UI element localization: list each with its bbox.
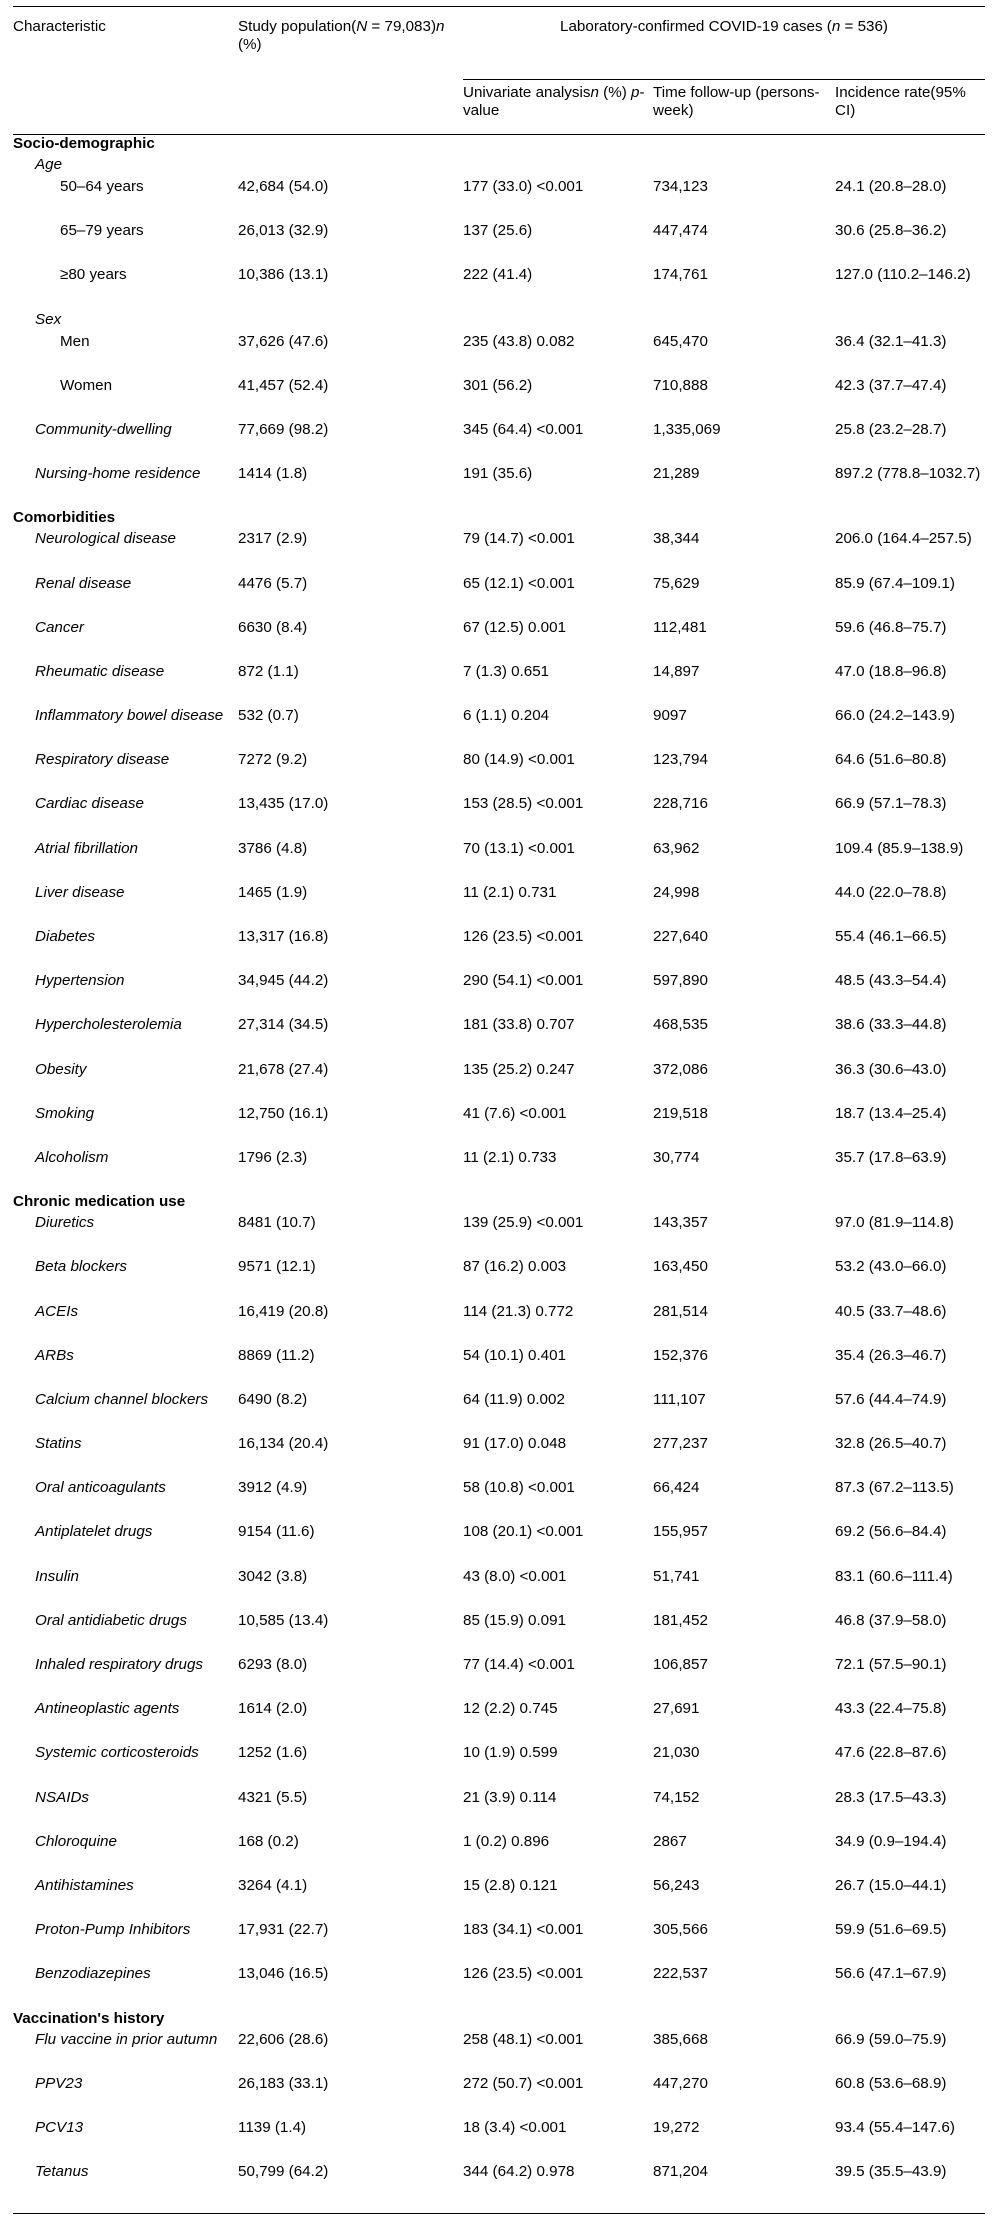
row-follow-up: 2867	[653, 1832, 687, 1850]
row-follow-up: 277,237	[653, 1435, 708, 1453]
row-study-population: 13,317 (16.8)	[238, 928, 329, 945]
row-univariate: 135 (25.2) 0.247	[463, 1060, 575, 1078]
row-univariate: 41 (7.6) <0.001	[463, 1104, 567, 1122]
row-univariate: 77 (14.4) <0.001	[463, 1656, 575, 1673]
table-row	[13, 377, 985, 421]
table-row	[13, 2163, 985, 2214]
row-incidence-rate: 32.8 (26.5–40.7)	[835, 1435, 947, 1453]
table-row	[13, 530, 985, 574]
section-title: Comorbidities	[13, 509, 116, 527]
table-row	[13, 1965, 985, 2009]
row-univariate: 181 (33.8) 0.707	[463, 1016, 575, 1034]
row-study-population: 3264 (4.1)	[238, 1876, 308, 1894]
row-incidence-rate: 83.1 (60.6–111.4)	[835, 1567, 953, 1585]
row-characteristic: Statins	[35, 1435, 82, 1453]
row-characteristic: Oral anticoagulants	[35, 1479, 166, 1497]
table-row	[13, 1612, 985, 1656]
row-characteristic: Antiplatelet drugs	[35, 1523, 153, 1541]
row-study-population: 7272 (9.2)	[238, 751, 308, 769]
row-univariate: 235 (43.8) 0.082	[463, 332, 575, 350]
table-row	[13, 884, 985, 928]
row-follow-up: 143,357	[653, 1214, 708, 1232]
row-univariate: 290 (54.1) <0.001	[463, 972, 584, 990]
row-study-population: 21,678 (27.4)	[238, 1060, 329, 1078]
table-row	[13, 1258, 985, 1302]
row-study-population: 13,435 (17.0)	[238, 795, 329, 813]
row-incidence-rate: 47.6 (22.8–87.6)	[835, 1744, 947, 1762]
row-study-population: 8481 (10.7)	[238, 1214, 316, 1232]
row-follow-up: 1,335,069	[653, 420, 721, 438]
row-study-population: 37,626 (47.6)	[238, 332, 329, 350]
row-univariate: 126 (23.5) <0.001	[463, 1965, 584, 1983]
row-follow-up: 710,888	[653, 376, 708, 394]
row-incidence-rate: 24.1 (20.8–28.0)	[835, 178, 947, 195]
row-characteristic: Tetanus	[13, 2163, 238, 2214]
row-follow-up: 14,897	[653, 662, 700, 680]
row-study-population: 3786 (4.8)	[238, 839, 308, 857]
row-follow-up: 21,289	[653, 465, 700, 483]
subgroup-header-row	[13, 156, 985, 178]
row-follow-up: 181,452	[653, 1611, 708, 1629]
row-incidence-rate: 897.2 (778.8–1032.7)	[835, 465, 981, 483]
table-row	[13, 795, 985, 839]
row-study-population: 1139 (1.4)	[238, 2118, 307, 2136]
row-univariate: 10 (1.9) 0.599	[463, 1744, 558, 1762]
row-follow-up: 155,957	[653, 1523, 708, 1541]
row-follow-up: 111,107	[653, 1390, 706, 1408]
row-characteristic: Community-dwelling	[35, 420, 172, 438]
row-univariate: 64 (11.9) 0.002	[463, 1390, 565, 1408]
row-follow-up: 222,537	[653, 1965, 708, 1983]
section-title: Vaccination's history	[13, 2009, 165, 2027]
row-follow-up: 112,481	[653, 618, 707, 636]
row-follow-up: 174,761	[653, 266, 708, 284]
row-follow-up: 56,243	[653, 1876, 700, 1894]
row-univariate: 344 (64.2) 0.978	[463, 2163, 653, 2214]
table-row	[13, 1391, 985, 1435]
row-univariate: 91 (17.0) 0.048	[463, 1435, 567, 1453]
row-incidence-rate: 87.3 (67.2–113.5)	[835, 1479, 954, 1497]
row-incidence-rate: 36.4 (32.1–41.3)	[835, 332, 947, 350]
row-study-population: 27,314 (34.5)	[238, 1016, 329, 1034]
row-follow-up: 219,518	[653, 1104, 708, 1122]
row-follow-up: 385,668	[653, 2030, 708, 2048]
table-row	[13, 1149, 985, 1193]
table-row	[13, 707, 985, 751]
row-follow-up: 305,566	[653, 1921, 708, 1939]
row-characteristic: Cardiac disease	[35, 795, 144, 813]
covid-characteristics-table	[13, 6, 985, 2214]
table-row	[13, 1700, 985, 1744]
row-characteristic: PPV23	[35, 2074, 83, 2092]
row-follow-up: 27,691	[653, 1700, 700, 1718]
row-characteristic: Alcoholism	[35, 1148, 109, 1166]
row-follow-up: 468,535	[653, 1016, 708, 1034]
table-row	[13, 1877, 985, 1921]
row-incidence-rate: 97.0 (81.9–114.8)	[835, 1214, 954, 1232]
row-incidence-rate: 42.3 (37.7–47.4)	[835, 376, 947, 394]
table-row	[13, 2031, 985, 2075]
row-study-population: 26,183 (33.1)	[238, 2074, 329, 2092]
table-row	[13, 575, 985, 619]
row-univariate: 108 (20.1) <0.001	[463, 1523, 584, 1541]
row-incidence-rate: 64.6 (51.6–80.8)	[835, 751, 947, 769]
row-study-population: 77,669 (98.2)	[238, 420, 329, 438]
row-characteristic: 50–64 years	[60, 178, 144, 195]
row-univariate: 80 (14.9) <0.001	[463, 751, 575, 769]
row-characteristic: Flu vaccine in prior autumn	[35, 2030, 218, 2048]
header-univariate: Univariate analysisn (%) p-value	[463, 80, 653, 135]
row-study-population: 6490 (8.2)	[238, 1390, 308, 1408]
row-follow-up: 871,204	[653, 2163, 835, 2214]
header-study-population: Study population(N = 79,083)n (%)	[238, 7, 463, 135]
row-characteristic: Men	[60, 332, 90, 350]
row-follow-up: 281,514	[653, 1302, 708, 1320]
row-follow-up: 597,890	[653, 972, 708, 990]
table-row	[13, 1016, 985, 1060]
row-characteristic: Nursing-home residence	[35, 465, 201, 483]
row-follow-up: 24,998	[653, 883, 700, 901]
row-characteristic: Proton-Pump Inhibitors	[35, 1921, 191, 1939]
row-univariate: 65 (12.1) <0.001	[463, 574, 575, 592]
row-univariate: 43 (8.0) <0.001	[463, 1567, 567, 1585]
row-follow-up: 372,086	[653, 1060, 708, 1078]
row-univariate: 258 (48.1) <0.001	[463, 2030, 584, 2048]
row-incidence-rate: 56.6 (47.1–67.9)	[835, 1965, 947, 1983]
row-follow-up: 66,424	[653, 1479, 700, 1497]
row-study-population: 12,750 (16.1)	[238, 1104, 329, 1122]
row-study-population: 3042 (3.8)	[238, 1567, 308, 1585]
row-univariate: 15 (2.8) 0.121	[463, 1876, 558, 1894]
section-title: Socio-demographic	[13, 135, 155, 152]
table-row	[13, 1347, 985, 1391]
row-univariate: 191 (35.6)	[463, 465, 533, 483]
row-incidence-rate: 34.9 (0.9–194.4)	[835, 1832, 947, 1850]
row-univariate: 85 (15.9) 0.091	[463, 1611, 567, 1629]
row-incidence-rate: 127.0 (110.2–146.2)	[835, 266, 971, 284]
row-incidence-rate: 69.2 (56.6–84.4)	[835, 1523, 947, 1541]
row-incidence-rate: 59.9 (51.6–69.5)	[835, 1921, 947, 1939]
subgroup-title: Sex	[35, 310, 62, 328]
table-row	[13, 1105, 985, 1149]
table-row	[13, 465, 985, 509]
row-incidence-rate: 26.7 (15.0–44.1)	[835, 1876, 947, 1894]
row-study-population: 16,419 (20.8)	[238, 1302, 329, 1320]
row-characteristic: Inflammatory bowel disease	[35, 707, 224, 725]
row-follow-up: 152,376	[653, 1346, 708, 1364]
subgroup-title: Age	[35, 156, 63, 173]
row-study-population: 34,945 (44.2)	[238, 972, 329, 990]
row-study-population: 1252 (1.6)	[238, 1744, 308, 1762]
row-study-population: 4321 (5.5)	[238, 1788, 308, 1806]
row-study-population: 1465 (1.9)	[238, 883, 308, 901]
row-follow-up: 228,716	[653, 795, 708, 813]
row-incidence-rate: 36.3 (30.6–43.0)	[835, 1060, 947, 1078]
row-characteristic: Atrial fibrillation	[35, 839, 138, 857]
table-row	[13, 1061, 985, 1105]
row-incidence-rate: 93.4 (55.4–147.6)	[835, 2118, 955, 2136]
row-univariate: 58 (10.8) <0.001	[463, 1479, 575, 1497]
row-follow-up: 447,270	[653, 2074, 708, 2092]
row-incidence-rate: 59.6 (46.8–75.7)	[835, 618, 947, 636]
row-incidence-rate: 40.5 (33.7–48.6)	[835, 1302, 947, 1320]
row-study-population: 41,457 (52.4)	[238, 376, 329, 394]
row-incidence-rate: 46.8 (37.9–58.0)	[835, 1611, 947, 1629]
row-characteristic: Chloroquine	[35, 1832, 117, 1850]
row-incidence-rate: 43.3 (22.4–75.8)	[835, 1700, 947, 1718]
row-characteristic: Beta blockers	[35, 1258, 128, 1276]
row-univariate: 1 (0.2) 0.896	[463, 1832, 550, 1850]
row-characteristic: Hypertension	[35, 972, 125, 990]
row-univariate: 177 (33.0) <0.001	[463, 178, 584, 195]
row-characteristic: Antineoplastic agents	[35, 1700, 180, 1718]
row-study-population: 26,013 (32.9)	[238, 222, 329, 240]
row-incidence-rate: 35.7 (17.8–63.9)	[835, 1148, 947, 1166]
row-univariate: 345 (64.4) <0.001	[463, 420, 584, 438]
row-study-population: 1796 (2.3)	[238, 1148, 308, 1166]
row-follow-up: 123,794	[653, 751, 708, 769]
row-incidence-rate: 206.0 (164.4–257.5)	[835, 530, 972, 548]
table-row	[13, 1303, 985, 1347]
row-study-population: 532 (0.7)	[238, 707, 299, 725]
row-univariate: 137 (25.6)	[463, 222, 533, 240]
row-incidence-rate: 66.9 (59.0–75.9)	[835, 2030, 947, 2048]
row-characteristic: Respiratory disease	[35, 751, 170, 769]
table-row	[13, 1744, 985, 1788]
table-body	[13, 135, 985, 2214]
table-row	[13, 1214, 985, 1258]
row-follow-up: 106,857	[653, 1656, 708, 1673]
table-row	[13, 619, 985, 663]
row-univariate: 139 (25.9) <0.001	[463, 1214, 584, 1232]
row-incidence-rate: 72.1 (57.5–90.1)	[835, 1656, 947, 1673]
row-univariate: 21 (3.9) 0.114	[463, 1788, 557, 1806]
row-univariate: 79 (14.7) <0.001	[463, 530, 575, 548]
row-univariate: 114 (21.3) 0.772	[463, 1302, 574, 1320]
row-incidence-rate: 30.6 (25.8–36.2)	[835, 222, 947, 240]
row-incidence-rate: 48.5 (43.3–54.4)	[835, 972, 947, 990]
row-study-population: 1414 (1.8)	[238, 465, 308, 483]
row-univariate: 6 (1.1) 0.204	[463, 707, 550, 725]
row-characteristic: Cancer	[35, 618, 84, 636]
row-incidence-rate: 39.5 (35.5–43.9)	[835, 2163, 985, 2214]
row-characteristic: Hypercholesterolemia	[35, 1016, 182, 1034]
row-follow-up: 163,450	[653, 1258, 708, 1276]
table-row	[13, 1523, 985, 1567]
row-characteristic: Benzodiazepines	[35, 1965, 151, 1983]
row-univariate: 153 (28.5) <0.001	[463, 795, 584, 813]
row-incidence-rate: 55.4 (46.1–66.5)	[835, 928, 947, 945]
row-incidence-rate: 60.8 (53.6–68.9)	[835, 2074, 947, 2092]
row-follow-up: 51,741	[653, 1567, 700, 1585]
table-row	[13, 972, 985, 1016]
table-row	[13, 2119, 985, 2163]
row-study-population: 8869 (11.2)	[238, 1346, 315, 1364]
row-follow-up: 75,629	[653, 574, 700, 592]
row-study-population: 22,606 (28.6)	[238, 2030, 329, 2048]
row-characteristic: Smoking	[35, 1104, 95, 1122]
row-incidence-rate: 28.3 (17.5–43.3)	[835, 1788, 947, 1806]
row-characteristic: ACEIs	[35, 1302, 79, 1320]
row-characteristic: Renal disease	[35, 574, 132, 592]
row-study-population: 17,931 (22.7)	[238, 1921, 329, 1939]
table-row	[13, 1435, 985, 1479]
row-characteristic: Calcium channel blockers	[35, 1390, 209, 1408]
table-row	[13, 2075, 985, 2119]
row-incidence-rate: 53.2 (43.0–66.0)	[835, 1258, 947, 1276]
row-study-population: 168 (0.2)	[238, 1832, 299, 1850]
header-follow-up: Time follow-up (persons-week)	[653, 80, 835, 135]
header-covid-cases-group: Laboratory-confirmed COVID-19 cases (n = 536)	[463, 7, 985, 80]
table-row	[13, 928, 985, 972]
row-characteristic: Rheumatic disease	[35, 662, 165, 680]
row-follow-up: 227,640	[653, 928, 708, 945]
row-univariate: 54 (10.1) 0.401	[463, 1346, 567, 1364]
row-univariate: 272 (50.7) <0.001	[463, 2074, 584, 2092]
table-row	[13, 663, 985, 707]
row-incidence-rate: 85.9 (67.4–109.1)	[835, 574, 955, 592]
row-incidence-rate: 25.8 (23.2–28.7)	[835, 420, 947, 438]
row-univariate: 126 (23.5) <0.001	[463, 928, 584, 945]
row-incidence-rate: 66.9 (57.1–78.3)	[835, 795, 947, 813]
row-univariate: 301 (56.2)	[463, 376, 533, 394]
row-follow-up: 447,474	[653, 222, 708, 240]
row-incidence-rate: 38.6 (33.3–44.8)	[835, 1016, 947, 1034]
table-row	[13, 421, 985, 465]
row-follow-up: 645,470	[653, 332, 708, 350]
row-study-population: 9571 (12.1)	[238, 1258, 316, 1276]
row-characteristic: Neurological disease	[35, 530, 176, 548]
document-table-container	[13, 6, 985, 2214]
row-follow-up: 19,272	[653, 2118, 700, 2136]
row-incidence-rate: 109.4 (85.9–138.9)	[835, 839, 964, 857]
row-characteristic: NSAIDs	[35, 1788, 90, 1806]
section-title: Chronic medication use	[13, 1193, 186, 1211]
subgroup-header-row	[13, 311, 985, 333]
row-univariate: 67 (12.5) 0.001	[463, 618, 567, 636]
row-characteristic: Insulin	[35, 1567, 79, 1585]
table-row	[13, 1921, 985, 1965]
row-study-population: 13,046 (16.5)	[238, 1965, 329, 1983]
row-incidence-rate: 44.0 (22.0–78.8)	[835, 883, 947, 901]
row-incidence-rate: 66.0 (24.2–143.9)	[835, 707, 955, 725]
row-characteristic: Diabetes	[35, 928, 95, 945]
row-study-population: 50,799 (64.2)	[238, 2163, 463, 2214]
table-row	[13, 222, 985, 266]
table-row	[13, 840, 985, 884]
row-univariate: 183 (34.1) <0.001	[463, 1921, 584, 1939]
row-characteristic: Inhaled respiratory drugs	[35, 1656, 203, 1673]
row-univariate: 87 (16.2) 0.003	[463, 1258, 567, 1276]
row-study-population: 872 (1.1)	[238, 662, 299, 680]
table-row	[13, 333, 985, 377]
row-follow-up: 38,344	[653, 530, 700, 548]
table-row	[13, 178, 985, 222]
row-study-population: 9154 (11.6)	[238, 1523, 315, 1541]
row-characteristic: Women	[60, 376, 113, 394]
row-follow-up: 74,152	[653, 1788, 700, 1806]
row-univariate: 18 (3.4) <0.001	[463, 2118, 567, 2136]
row-characteristic: Antihistamines	[35, 1876, 134, 1894]
row-follow-up: 30,774	[653, 1148, 700, 1166]
row-univariate: 11 (2.1) 0.733	[463, 1148, 557, 1166]
row-characteristic: Obesity	[35, 1060, 87, 1078]
row-characteristic: Systemic corticosteroids	[35, 1744, 199, 1762]
row-characteristic: ≥80 years	[60, 266, 127, 284]
section-header-row	[13, 2010, 985, 2031]
row-characteristic: ARBs	[35, 1346, 74, 1364]
table-row	[13, 266, 985, 310]
row-study-population: 10,386 (13.1)	[238, 266, 329, 284]
row-study-population: 42,684 (54.0)	[238, 178, 329, 195]
row-study-population: 10,585 (13.4)	[238, 1611, 329, 1629]
row-follow-up: 63,962	[653, 839, 700, 857]
row-univariate: 7 (1.3) 0.651	[463, 662, 550, 680]
row-study-population: 16,134 (20.4)	[238, 1435, 329, 1453]
table-row	[13, 1656, 985, 1700]
section-header-row	[13, 1193, 985, 1214]
row-characteristic: 65–79 years	[60, 222, 144, 240]
row-study-population: 6293 (8.0)	[238, 1656, 308, 1673]
row-follow-up: 9097	[653, 707, 687, 725]
row-follow-up: 734,123	[653, 178, 708, 195]
table-row	[13, 1833, 985, 1877]
row-study-population: 4476 (5.7)	[238, 574, 308, 592]
row-study-population: 3912 (4.9)	[238, 1479, 308, 1497]
section-header-row	[13, 135, 985, 157]
row-univariate: 11 (2.1) 0.731	[463, 883, 557, 901]
table-row	[13, 1568, 985, 1612]
row-study-population: 1614 (2.0)	[238, 1700, 308, 1718]
row-study-population: 6630 (8.4)	[238, 618, 308, 636]
section-header-row	[13, 509, 985, 530]
row-incidence-rate: 57.6 (44.4–74.9)	[835, 1390, 947, 1408]
row-characteristic: Liver disease	[35, 883, 125, 901]
table-row	[13, 751, 985, 795]
row-characteristic: Oral antidiabetic drugs	[35, 1611, 187, 1629]
row-univariate: 12 (2.2) 0.745	[463, 1700, 558, 1718]
row-characteristic: Diuretics	[35, 1214, 95, 1232]
row-incidence-rate: 18.7 (13.4–25.4)	[835, 1104, 947, 1122]
header-incidence-rate: Incidence rate(95% CI)	[835, 80, 985, 135]
row-follow-up: 21,030	[653, 1744, 700, 1762]
row-study-population: 2317 (2.9)	[238, 530, 308, 548]
table-row	[13, 1479, 985, 1523]
row-incidence-rate: 35.4 (26.3–46.7)	[835, 1346, 947, 1364]
row-univariate: 222 (41.4)	[463, 266, 533, 284]
row-characteristic: PCV13	[35, 2118, 84, 2136]
table-row	[13, 1789, 985, 1833]
header-characteristic: Characteristic	[13, 7, 238, 135]
row-incidence-rate: 47.0 (18.8–96.8)	[835, 662, 947, 680]
row-univariate: 70 (13.1) <0.001	[463, 839, 575, 857]
